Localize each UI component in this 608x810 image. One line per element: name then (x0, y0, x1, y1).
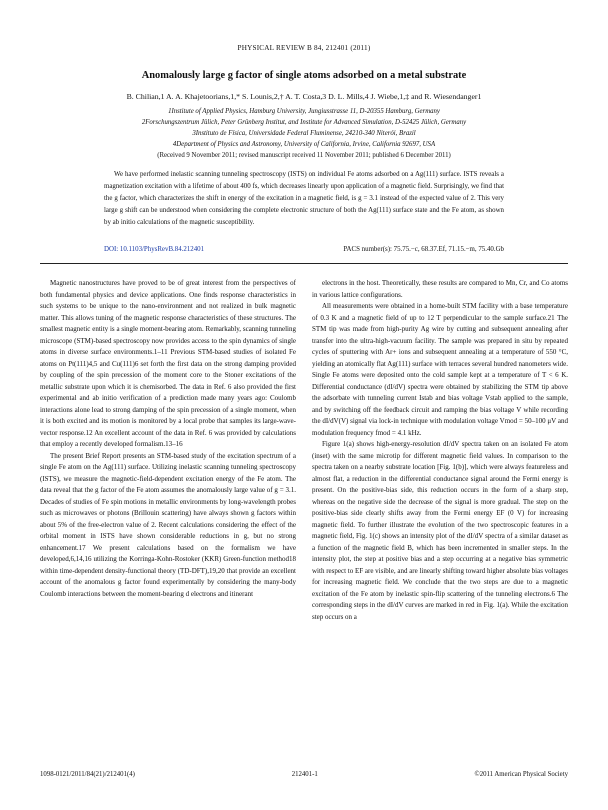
abstract-text: We have performed inelastic scanning tunneling spectroscopy (ISTS) on individual Fe atoms adsorbed on a Ag(111) surface. ISTS reveals a magnetization excitation with a lifetime of about 400 fs, which decreases linearly upon application of a magnetic field. Surprisingly, we find that the g factor, which characterizes the shift in energy of the excitation in a magnetic field, is g = 3.1 instead of the expected value of 2. This very large g shift can be understood when considering the complete electronic structure of both the Ag(111) surface state and the Fe atom, as shown by ab initio calculations of the magnetic susceptibility. (104, 171, 504, 226)
body-paragraph: Magnetic nanostructures have proved to be of great interest from the perspectives of both fundamental physics and device applications. One finds response characteristics in such systems to be unique to the nano-environment and not realized in bulk magnetic matter. This allows tuning of the magnetic response characteristics of these structures. The smallest magnetic entity is a single moment-bearing atom. Remarkably, scanning tunneling microscope (STM)-based spectroscopy now provides access to the spin dynamics of single atoms in diverse surface environments.1–11 Previous STM-based studies of isolated Fe atoms on Pt(111)4,5 and Cu(111)6 set forth the first data on the strong damping provided by coupling of the spin precession of the moment core to the Stoner excitations of the metallic substrate upon which it is chemisorbed. The data in Ref. 6 also provided the first experimental and ab initio verification of a prediction made many years ago: Coulomb interactions alone lead to strong damping of the spin precession of a single moment, when it is both excited and its motion is monitored by a local probe that samples its large-wave-vector response.12 An excellent account of the data in Ref. 6 was provided by calculations that employ a recently developed formalism.13–16 (40, 279, 296, 448)
running-head: PHYSICAL REVIEW B 84, 212401 (2011) (237, 44, 371, 52)
paper-title: Anomalously large g factor of single atoms adsorbed on a metal substrate (141, 70, 467, 81)
footer-issn: 1098-0121/2011/84(21)/212401(4) (40, 771, 135, 778)
body-paragraph: Figure 1(a) shows high-energy-resolution dI/dV spectra taken on an isolated Fe atom (inset) with the same microtip for different magnetic field values. In comparison to the spectra taken on a nearby substrate location [Fig. 1(b)], which were always featureless and almost flat, a reduction in the differential conductance signal around the Fermi energy is present. On the positive-bias side, this reduction occurs in the form of a sharp step, whereas on the negative side the decrease of the signal is more gradual. The step on the positive-bias side clearly shifts away from the Fermi energy EF (0 V) for increasing magnetic field. To further illustrate the evolution of the two spectroscopic features in a magnetic field, Fig. 1(c) shows an intensity plot of the dI/dV spectra of a similar dataset as a function of the magnetic field B, which has been incremented in smaller steps. In the intensity plot, the step at positive bias and a step occurring at a negative bias symmetric with respect to EF are visible, and are linearly shifting toward higher absolute bias voltages for increasing magnetic field. We conclude that the two steps are due to a magnetic excitation of the Fe atom by inelastic spin-flip scattering of the tunneling electrons.6 The corresponding steps in the dI/dV curves are marked in red in Fig. 1(a). While the excitation step occurs on a (312, 440, 569, 621)
page-number: 212401-1 (291, 771, 318, 778)
left-column (40, 278, 296, 600)
affiliation: 4Department of Physics and Astronomy, University of California, Irvine, California 92697, USA (172, 141, 436, 148)
affiliation: 2Forschungszentrum Jülich, Peter Grünberg Institut, and Institute for Advanced Simulation, D-52425 Jülich, Germany (141, 119, 467, 126)
doi-link[interactable]: DOI: 10.1103/PhysRevB.84.212401 (104, 246, 205, 253)
abstract-meta (104, 246, 504, 253)
page-footer (40, 771, 568, 778)
body-paragraph: All measurements were obtained in a home-built STM facility with a base temperature of 0.3 K and a magnetic field of up to 12 T perpendicular to the sample surface.21 The STM tip was made from high-purity Ag wire by cutting and subsequent annealing after transfer into the ultra-high-vacuum facility. The sample was prepared in situ by repeated cycles of sputtering with Ar+ ions and subsequent annealing at a temperature of 550 °C, yielding an atomically flat Ag(111) surface with terraces several hundred nanometers wide. Single Fe atoms were deposited onto the cold sample kept at a temperature of T < 6 K. Differential conductance (dI/dV) spectra were obtained by stabilizing the STM tip above the adsorbate with tunneling current Istab and bias voltage Vstab applied to the sample, and by switching off the feedback circuit and ramping the bias voltage V while recording the dI/dV(V) signal via lock-in technique with modulation voltage Vmod = 50–100 μV and modulation frequency fmod = 4.1 kHz. (312, 302, 568, 437)
copyright: ©2011 American Physical Society (474, 771, 568, 778)
author-list: B. Chilian,1 A. A. Khajetoorians,1,* S. Lounis,2,† A. T. Costa,3 D. L. Mills,4 J. Wiebe,1,‡ and R. Wiesendanger1 (126, 92, 482, 101)
section-divider (40, 263, 568, 264)
right-column (312, 278, 568, 623)
received-dates: (Received 9 November 2011; revised manuscript received 11 November 2011; published 6 December 2011) (157, 152, 451, 159)
body-paragraph: The present Brief Report presents an STM-based study of the excitation spectrum of a single Fe atom on the Ag(111) surface. Utilizing inelastic scanning tunneling spectroscopy (ISTS), we measure the magnetic-field-dependent excitation energy of the Fe atom. The data reveal that the g factor of the Fe atom assumes the anomalously large value of g = 3.1. Decades of studies of Fe spin motions in metallic environments by long-wavelength probes such as microwaves or photons (Brillouin scattering) have always shown g factors within about 5% of the free-electron value of 2. Recent calculations considering the effect of the orbital moment in ISTS have shown considerable reductions in g, but no strong enhancement.17 We present calculations based on the formalism we have developed,6,14,16 utilizing the Korringa-Kohn-Rostoker (KKR) Green-function method18 within time-dependent density-functional theory (TD-DFT),19,20 that provide an excellent account of the anomalous g factor found experimentally by considering the many-body Coulomb interactions between the moment-bearing d electrons and itinerant (40, 451, 296, 598)
pacs-numbers: PACS number(s): 75.75.−c, 68.37.Ef, 71.15.−m, 75.40.Gb (343, 246, 504, 253)
affiliation: 1Institute of Applied Physics, Hamburg University, Jungiusstrasse 11, D-20355 Hamburg, Germany (168, 108, 440, 115)
affiliation: 3Instituto de Física, Universidade Federal Fluminense, 24210-340 Niterói, Brazil (192, 130, 416, 137)
affiliation-list (40, 106, 568, 150)
abstract (104, 169, 504, 229)
body-paragraph: electrons in the host. Theoretically, these results are compared to Mn, Cr, and Co atoms in various lattice configurations. (312, 279, 568, 299)
